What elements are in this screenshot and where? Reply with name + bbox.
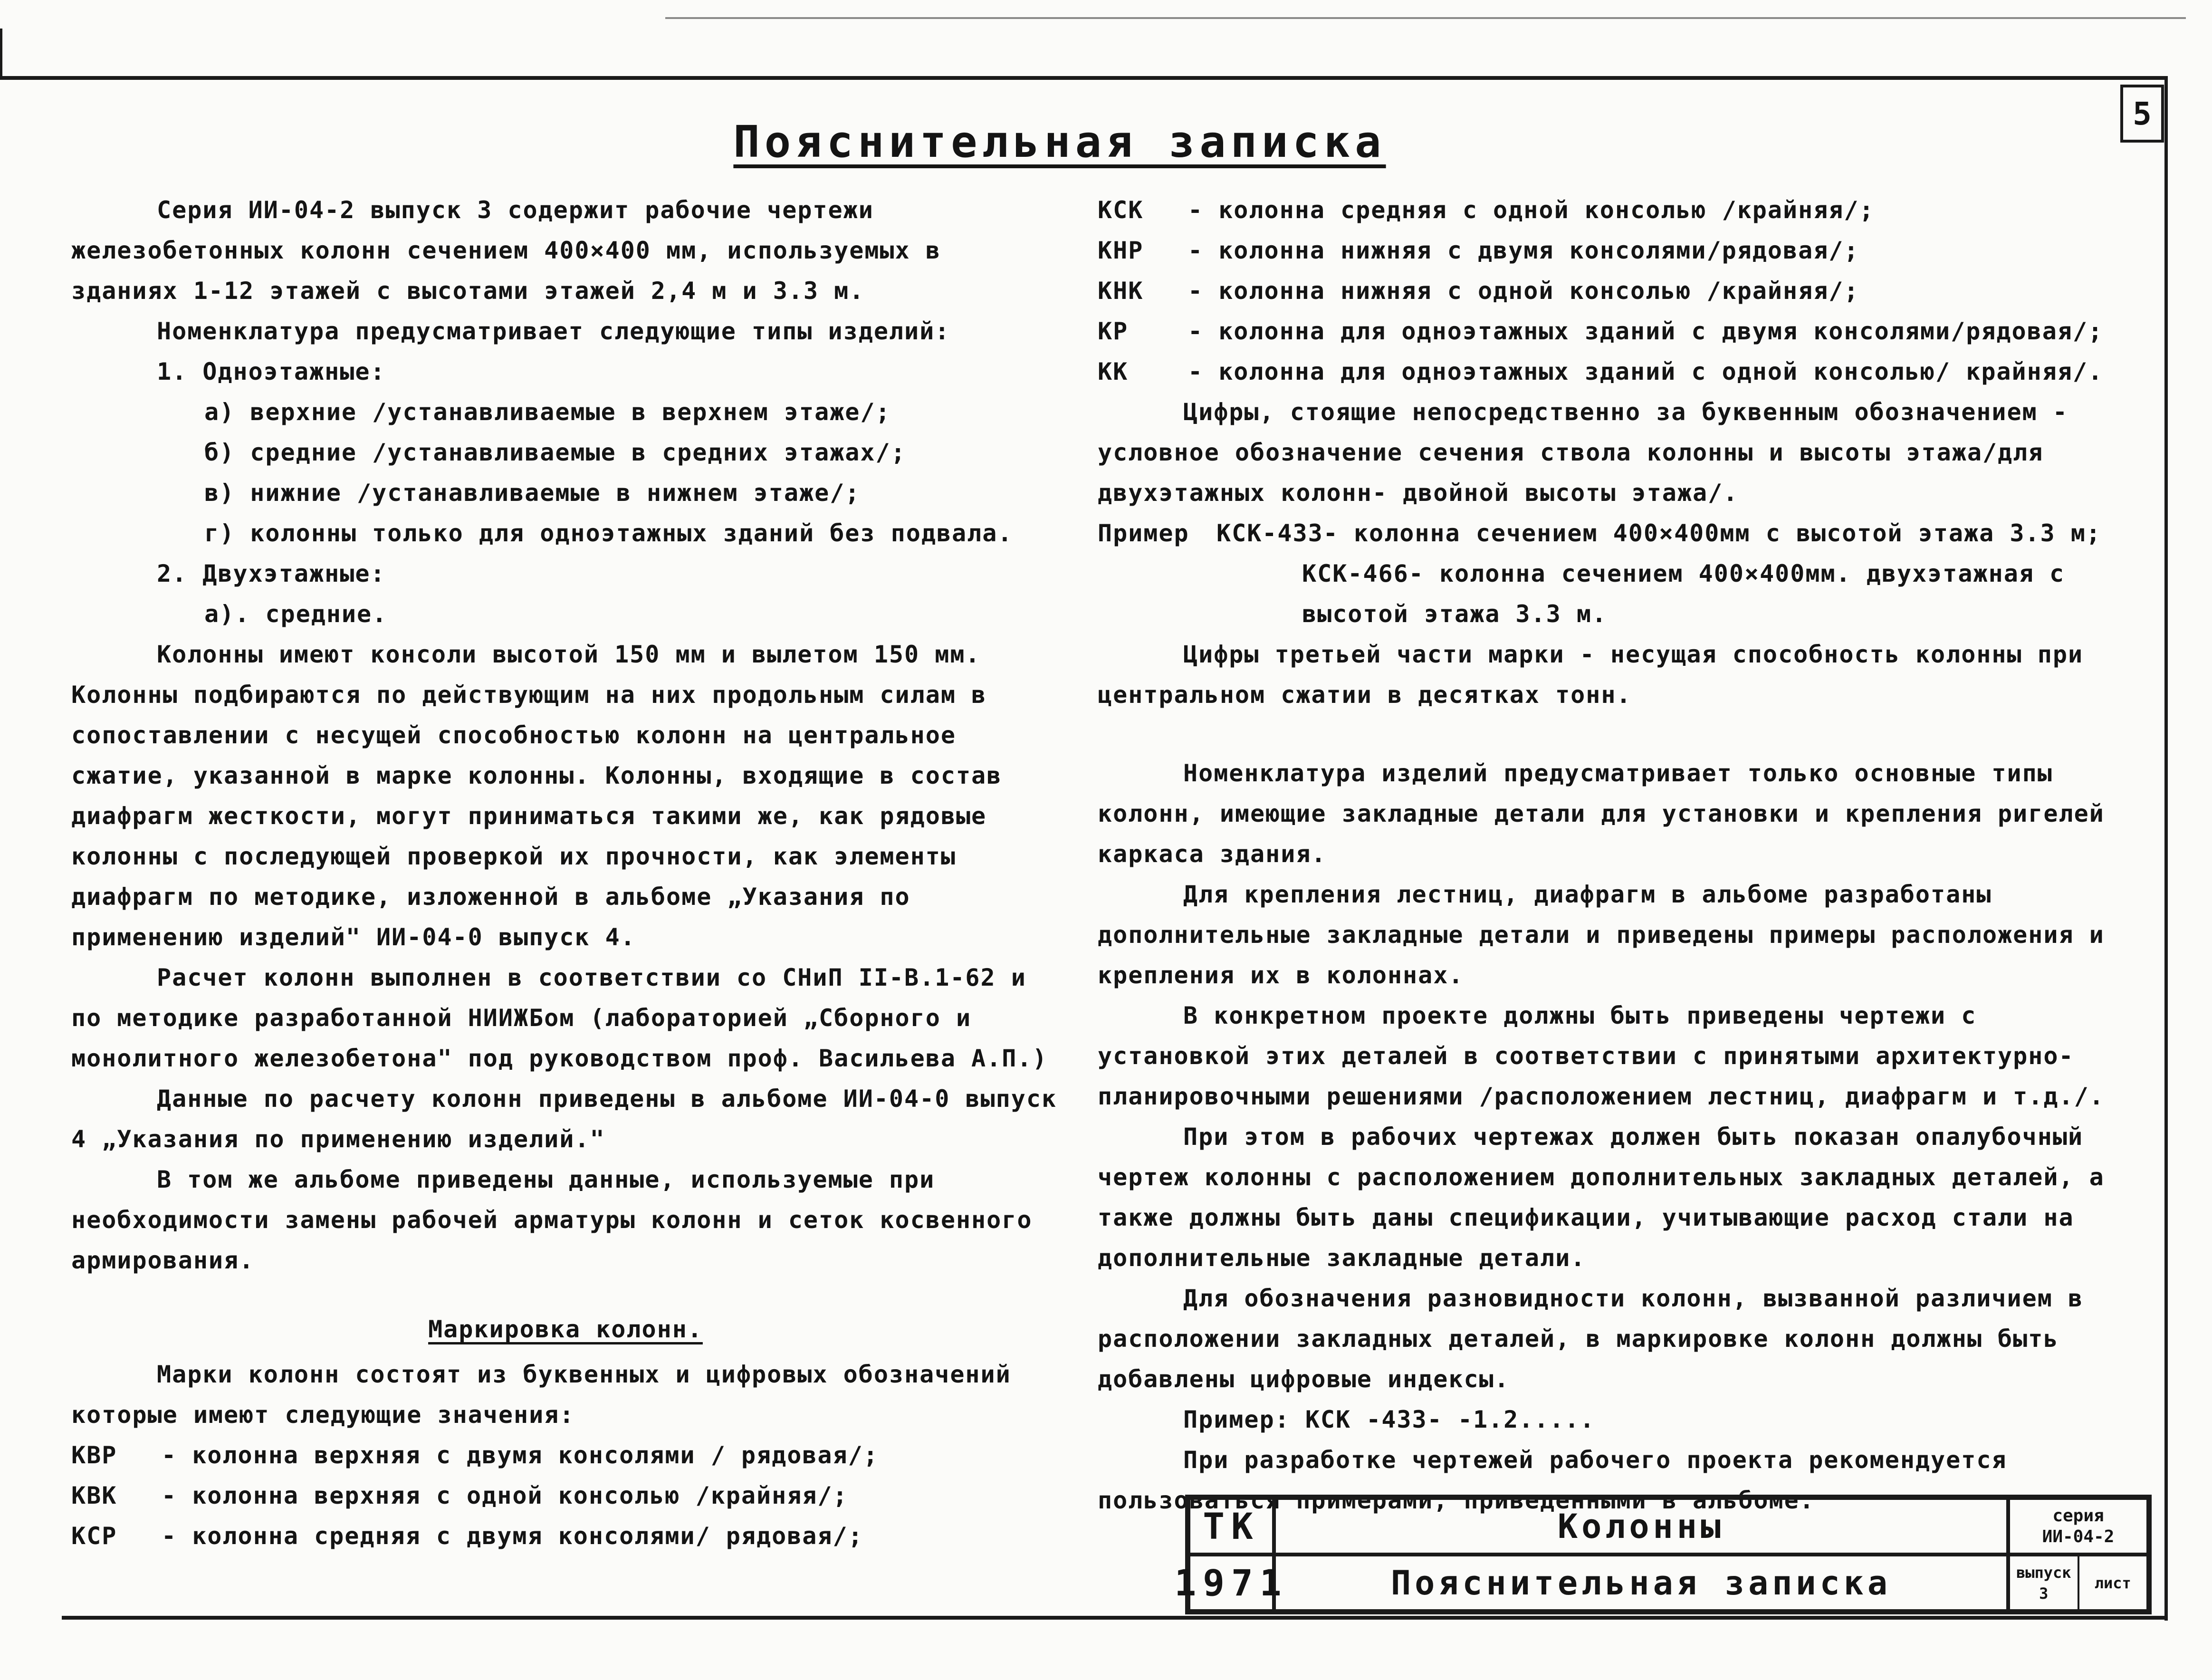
mark-description: - колонна для одноэтажных зданий с двумя консолями/рядовая/; xyxy=(1188,317,2104,345)
calculation-paragraph: Расчет колонн выполнен в соответствии со СНиП II-В.1-62 и по методике разработанной НИИЖБом (лабораторией „Сборного и монолитного железобетона" под руководством проф. Васильева А.П.) xyxy=(71,964,1048,1072)
mark-description: - колонна верхняя с одной консолью /крайняя/; xyxy=(162,1482,848,1509)
stamp-sheet xyxy=(2079,1556,2147,1609)
example-label: Пример xyxy=(1098,519,1189,547)
mark-description: - колонна верхняя с двумя консолями / рядовая/; xyxy=(162,1441,879,1469)
stairs-paragraph: Для крепления лестниц, диафрагм в альбоме разработаны дополнительные закладные детали и приведены примеры расположения и крепления их в колоннах. xyxy=(1098,881,2105,989)
stamp-org: ТК xyxy=(1188,1498,1274,1555)
mark-description: - колонна средняя с двумя консолями/ рядовая/; xyxy=(162,1522,863,1550)
mark-code: КСК xyxy=(1098,196,1144,224)
mark-code: КСР xyxy=(71,1522,117,1550)
example-text: КСК-433- колонна сечением 400×400мм с высотой этажа 3.3 м; xyxy=(1216,519,2101,547)
drawings-paragraph: При этом в рабочих чертежах должен быть показан опалубочный чертеж колонны с расположением дополнительных закладных деталей, а также должны быть даны спецификации, учитывающие расход стали на дополнительные закладные детали. xyxy=(1098,1123,2105,1272)
mark-description: - колонна нижняя с двумя консолями/рядовая/; xyxy=(1188,237,1859,264)
stamp-sheet-label: лист xyxy=(2094,1574,2131,1592)
mark-row xyxy=(71,1516,1060,1556)
page-number: 5 xyxy=(2120,85,2164,143)
example-text: КСК-466- колонна сечением 400×400мм. двухэтажная с высотой этажа 3.3 м. xyxy=(1302,560,2065,628)
mark-description: - колонна нижняя с одной консолью /крайняя/; xyxy=(1188,277,1859,305)
same-album-paragraph: В том же альбоме приведены данные, используемые при необходимости замены рабочей арматуры колонн и сеток косвенного армирования. xyxy=(71,1166,1033,1274)
stamp-doc-title: Пояснительная записка xyxy=(1274,1555,2008,1611)
left-column xyxy=(71,190,1060,1556)
right-column xyxy=(1098,190,2115,1521)
mark-code: КВК xyxy=(71,1482,117,1509)
mark-code: КК xyxy=(1098,358,1129,385)
stamp-issue-sheet-grid xyxy=(2010,1556,2146,1609)
data-paragraph: Данные по расчету колонн приведены в альбоме ИИ-04-0 выпуск 4 „Указания по применению изделий." xyxy=(71,1085,1057,1153)
marking-intro: Марки колонн состоят из буквенных и цифровых обозначений которые имеют следующие значения: xyxy=(71,1361,1011,1429)
example-text: Пример: КСК -433- -1.2..... xyxy=(1183,1406,1595,1433)
mark-row xyxy=(1098,311,2115,352)
list-item: г) колонны только для одноэтажных зданий без подвала. xyxy=(204,519,1013,547)
stamp-subject: Колонны xyxy=(1274,1498,2008,1555)
list-item: б) средние /устанавливаемые в средних этажах/; xyxy=(204,439,906,466)
marking-heading: Маркировка колонн. xyxy=(428,1315,703,1343)
mark-code: КР xyxy=(1098,317,1129,345)
top-border-line xyxy=(0,76,2167,80)
spacer xyxy=(1098,715,2115,753)
mark-code: КНР xyxy=(1098,237,1144,264)
list-item: а). средние. xyxy=(204,600,388,628)
stamp-issue-sheet xyxy=(2008,1555,2148,1611)
two-storey-heading: 2. Двухэтажные: xyxy=(157,560,386,587)
stamp-issue-value: 3 xyxy=(2039,1584,2049,1603)
final-paragraph: При разработке чертежей рабочего проекта рекомендуется пользоваться примерами, приведенными в альбоме. xyxy=(1098,1446,2007,1514)
mark-row xyxy=(1098,230,2115,271)
project-paragraph: В конкретном проекте должны быть приведены чертежи с установкой этих деталей в соответствии с принятыми архитектурно-планировочными решениями /расположением лестниц, диафрагм и т.д./. xyxy=(1098,1002,2105,1110)
example-row xyxy=(1098,513,2115,554)
mark-code: КНК xyxy=(1098,277,1144,305)
page-title: Пояснительная записка xyxy=(733,116,1386,167)
stamp-series-value: ИИ-04-2 xyxy=(2042,1526,2115,1546)
stamp-series-label: серия xyxy=(2052,1506,2104,1526)
digits-paragraph: Цифры, стоящие непосредственно за буквенным обозначением - условное обозначение сечения ствола колонны и высоты этажа/для двухэтажных колонн- двойной высоты этажа/. xyxy=(1098,398,2068,507)
third-part-paragraph: Цифры третьей части марки - несущая способность колонны при центральном сжатии в десятках тонн. xyxy=(1098,641,2084,709)
top-edge-line xyxy=(665,17,2186,19)
right-border-line xyxy=(2164,76,2168,1621)
list-item: в) нижние /устанавливаемые в нижнем этаже/; xyxy=(204,479,861,507)
stamp-issue xyxy=(2010,1556,2079,1609)
mark-code: КВР xyxy=(71,1441,117,1469)
intro-paragraph: Серия ИИ-04-2 выпуск 3 содержит рабочие чертежи железобетонных колонн сечением 400×400 мм, используемых в зданиях 1-12 этажей с высотами этажей 2,4 м и 3.3 м. xyxy=(71,196,941,305)
list-item: а) верхние /устанавливаемые в верхнем этаже/; xyxy=(204,398,891,426)
mark-row xyxy=(1098,271,2115,311)
left-edge-line xyxy=(0,29,2,76)
mark-description: - колонна для одноэтажных зданий с одной консолью/ крайняя/. xyxy=(1188,358,2104,385)
nomenclature-paragraph: Номенклатура изделий предусматривает только основные типы колонн, имеющие закладные детали для установки и крепления ригелей каркаса здания. xyxy=(1098,759,2105,868)
mark-row xyxy=(1098,190,2115,230)
bottom-border-line xyxy=(62,1616,2167,1620)
one-storey-heading: 1. Одноэтажные: xyxy=(157,358,386,385)
stamp-year: 1971 xyxy=(1188,1555,1274,1611)
stamp-series xyxy=(2008,1498,2148,1555)
nomenclature-intro: Номенклатура предусматривает следующие типы изделий: xyxy=(157,317,950,345)
mark-description: - колонна средняя с одной консолью /крайняя/; xyxy=(1188,196,1875,224)
mark-row xyxy=(1098,352,2115,392)
title-block xyxy=(1174,1495,2152,1614)
mark-row xyxy=(71,1476,1060,1516)
stamp-issue-label: выпуск xyxy=(2016,1563,2071,1582)
mark-row xyxy=(71,1435,1060,1476)
consoles-paragraph: Колонны имеют консоли высотой 150 мм и вылетом 150 мм. Колонны подбираются по действующим на них продольным силам в сопоставлении с несущей способностью колонн на центральное сжатие, указанной в марке колонны. Колонны, входящие в состав диафрагм жесткости, могут приниматься такими же, как рядовые колонны с последующей проверкой их прочности, как элементы диафрагм по методике, изложенной в альбоме „Указания по применению изделий" ИИ-04-0 выпуск 4. xyxy=(71,641,1002,951)
variety-paragraph: Для обозначения разновидности колонн, вызванной различием в расположении закладных деталей, в маркировке колонн должны быть добавлены цифровые индексы. xyxy=(1098,1285,2084,1393)
